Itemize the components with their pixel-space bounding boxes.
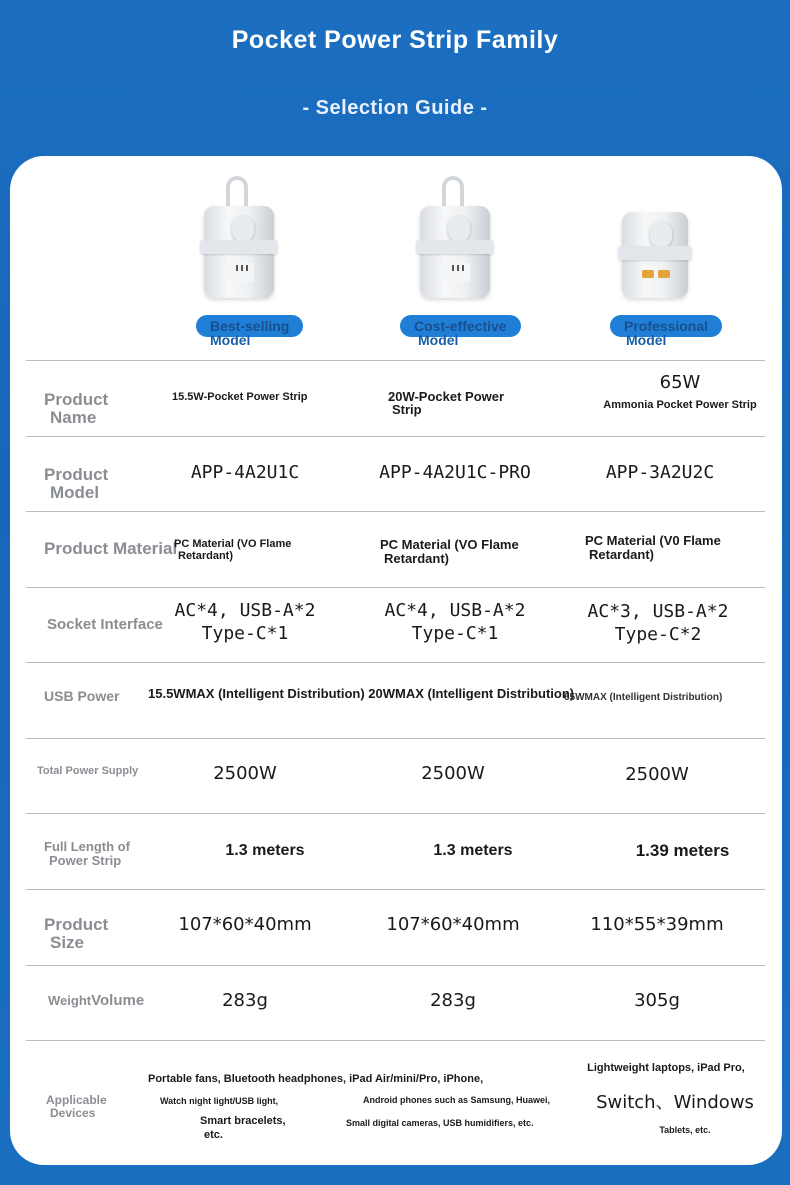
row-label-usb-power: USB Power xyxy=(44,688,120,704)
row-label-product-name: Product Name xyxy=(44,390,109,427)
devices-3-line-1: Lightweight laptops, iPad Pro, xyxy=(587,1062,745,1074)
row-divider xyxy=(26,813,765,814)
row-divider xyxy=(26,1040,765,1041)
total-power-2: 2500W xyxy=(421,763,485,784)
product-model-2: APP-4A2U1C-PRO xyxy=(379,462,531,483)
devices-line-f: Small digital cameras, USB humidifiers, etc. xyxy=(346,1118,534,1128)
product-model-1: APP-4A2U1C xyxy=(190,462,300,483)
devices-line-d: Smart bracelets, etc. xyxy=(200,1115,286,1141)
product-size-1: 107*60*40mm xyxy=(178,914,312,935)
weight-3: 305g xyxy=(634,990,680,1011)
product-image-cost-effective xyxy=(398,176,518,306)
weight-2: 283g xyxy=(430,990,476,1011)
product-name-2: 20W-Pocket Power Strip xyxy=(388,389,505,417)
row-divider xyxy=(26,360,765,361)
page-subtitle: - Selection Guide - xyxy=(302,97,488,119)
product-image-professional xyxy=(600,176,720,306)
badge-sub-professional: Model xyxy=(626,332,667,348)
row-label-total-power: Total Power Supply xyxy=(37,765,139,777)
row-label-weight: WeightVolume xyxy=(48,992,145,1009)
usb-power-3: 65WMAX (Intelligent Distribution) xyxy=(564,692,723,703)
total-power-3: 2500W xyxy=(625,764,689,785)
product-material-3: PC Material (V0 Flame Retardant) xyxy=(585,533,721,562)
devices-line-c: Android phones such as Samsung, Huawei, xyxy=(363,1095,551,1105)
badge-cost-effective: Cost-effective xyxy=(400,315,521,337)
full-length-3: 1.39 meters xyxy=(635,841,730,860)
row-divider xyxy=(26,662,765,663)
badge-best-selling: Best-selling xyxy=(196,315,303,337)
row-label-product-material: Product Material xyxy=(44,539,178,558)
product-image-best-selling xyxy=(182,176,302,306)
row-divider xyxy=(26,587,765,588)
row-label-applicable-devices: Applicable Devices xyxy=(46,1093,107,1120)
badge-professional: Professional xyxy=(610,315,722,337)
row-divider xyxy=(26,965,765,966)
usb-power-1-2: 15.5WMAX (Intelligent Distribution) 20WMAX (Intelligent Distribution) xyxy=(148,686,575,701)
weight-1: 283g xyxy=(222,990,268,1011)
product-material-1: PC Material (VO Flame Retardant) xyxy=(174,538,292,562)
product-size-2: 107*60*40mm xyxy=(386,914,520,935)
product-model-3: APP-3A2U2C xyxy=(605,462,715,483)
comparison-card xyxy=(10,156,782,1165)
devices-3-line-2: Switch、Windows xyxy=(596,1092,754,1113)
badge-sub-best-selling: Model xyxy=(210,332,251,348)
badge-sub-cost-effective: Model xyxy=(418,332,459,348)
row-divider xyxy=(26,511,765,512)
row-divider xyxy=(26,738,765,739)
devices-3-line-3: Tablets, etc. xyxy=(659,1125,711,1135)
socket-interface-2: AC*4, USB-A*2 Type-C*1 xyxy=(384,600,526,644)
product-size-3: 110*55*39mm xyxy=(590,914,724,935)
row-label-socket-interface: Socket Interface xyxy=(47,616,163,633)
row-label-product-size: Product Size xyxy=(44,915,109,952)
product-material-2: PC Material (VO Flame Retardant) xyxy=(380,537,519,566)
devices-line-a: Portable fans, Bluetooth headphones, iPad Air/mini/Pro, iPhone, xyxy=(148,1073,484,1085)
row-divider xyxy=(26,436,765,437)
socket-interface-3: AC*3, USB-A*2 Type-C*2 xyxy=(587,601,729,645)
row-divider xyxy=(26,889,765,890)
full-length-2: 1.3 meters xyxy=(433,842,513,859)
row-label-full-length: Full Length of Power Strip xyxy=(44,839,130,868)
page-title: Pocket Power Strip Family xyxy=(231,26,559,54)
full-length-1: 1.3 meters xyxy=(225,842,305,859)
total-power-1: 2500W xyxy=(213,763,277,784)
row-label-product-model: Product Model xyxy=(44,465,109,502)
socket-interface-1: AC*4, USB-A*2 Type-C*1 xyxy=(174,600,316,644)
product-name-3: 65W Ammonia Pocket Power Strip xyxy=(603,372,757,411)
devices-line-b: Watch night light/USB light, xyxy=(160,1096,279,1106)
product-name-1: 15.5W-Pocket Power Strip xyxy=(172,391,308,403)
